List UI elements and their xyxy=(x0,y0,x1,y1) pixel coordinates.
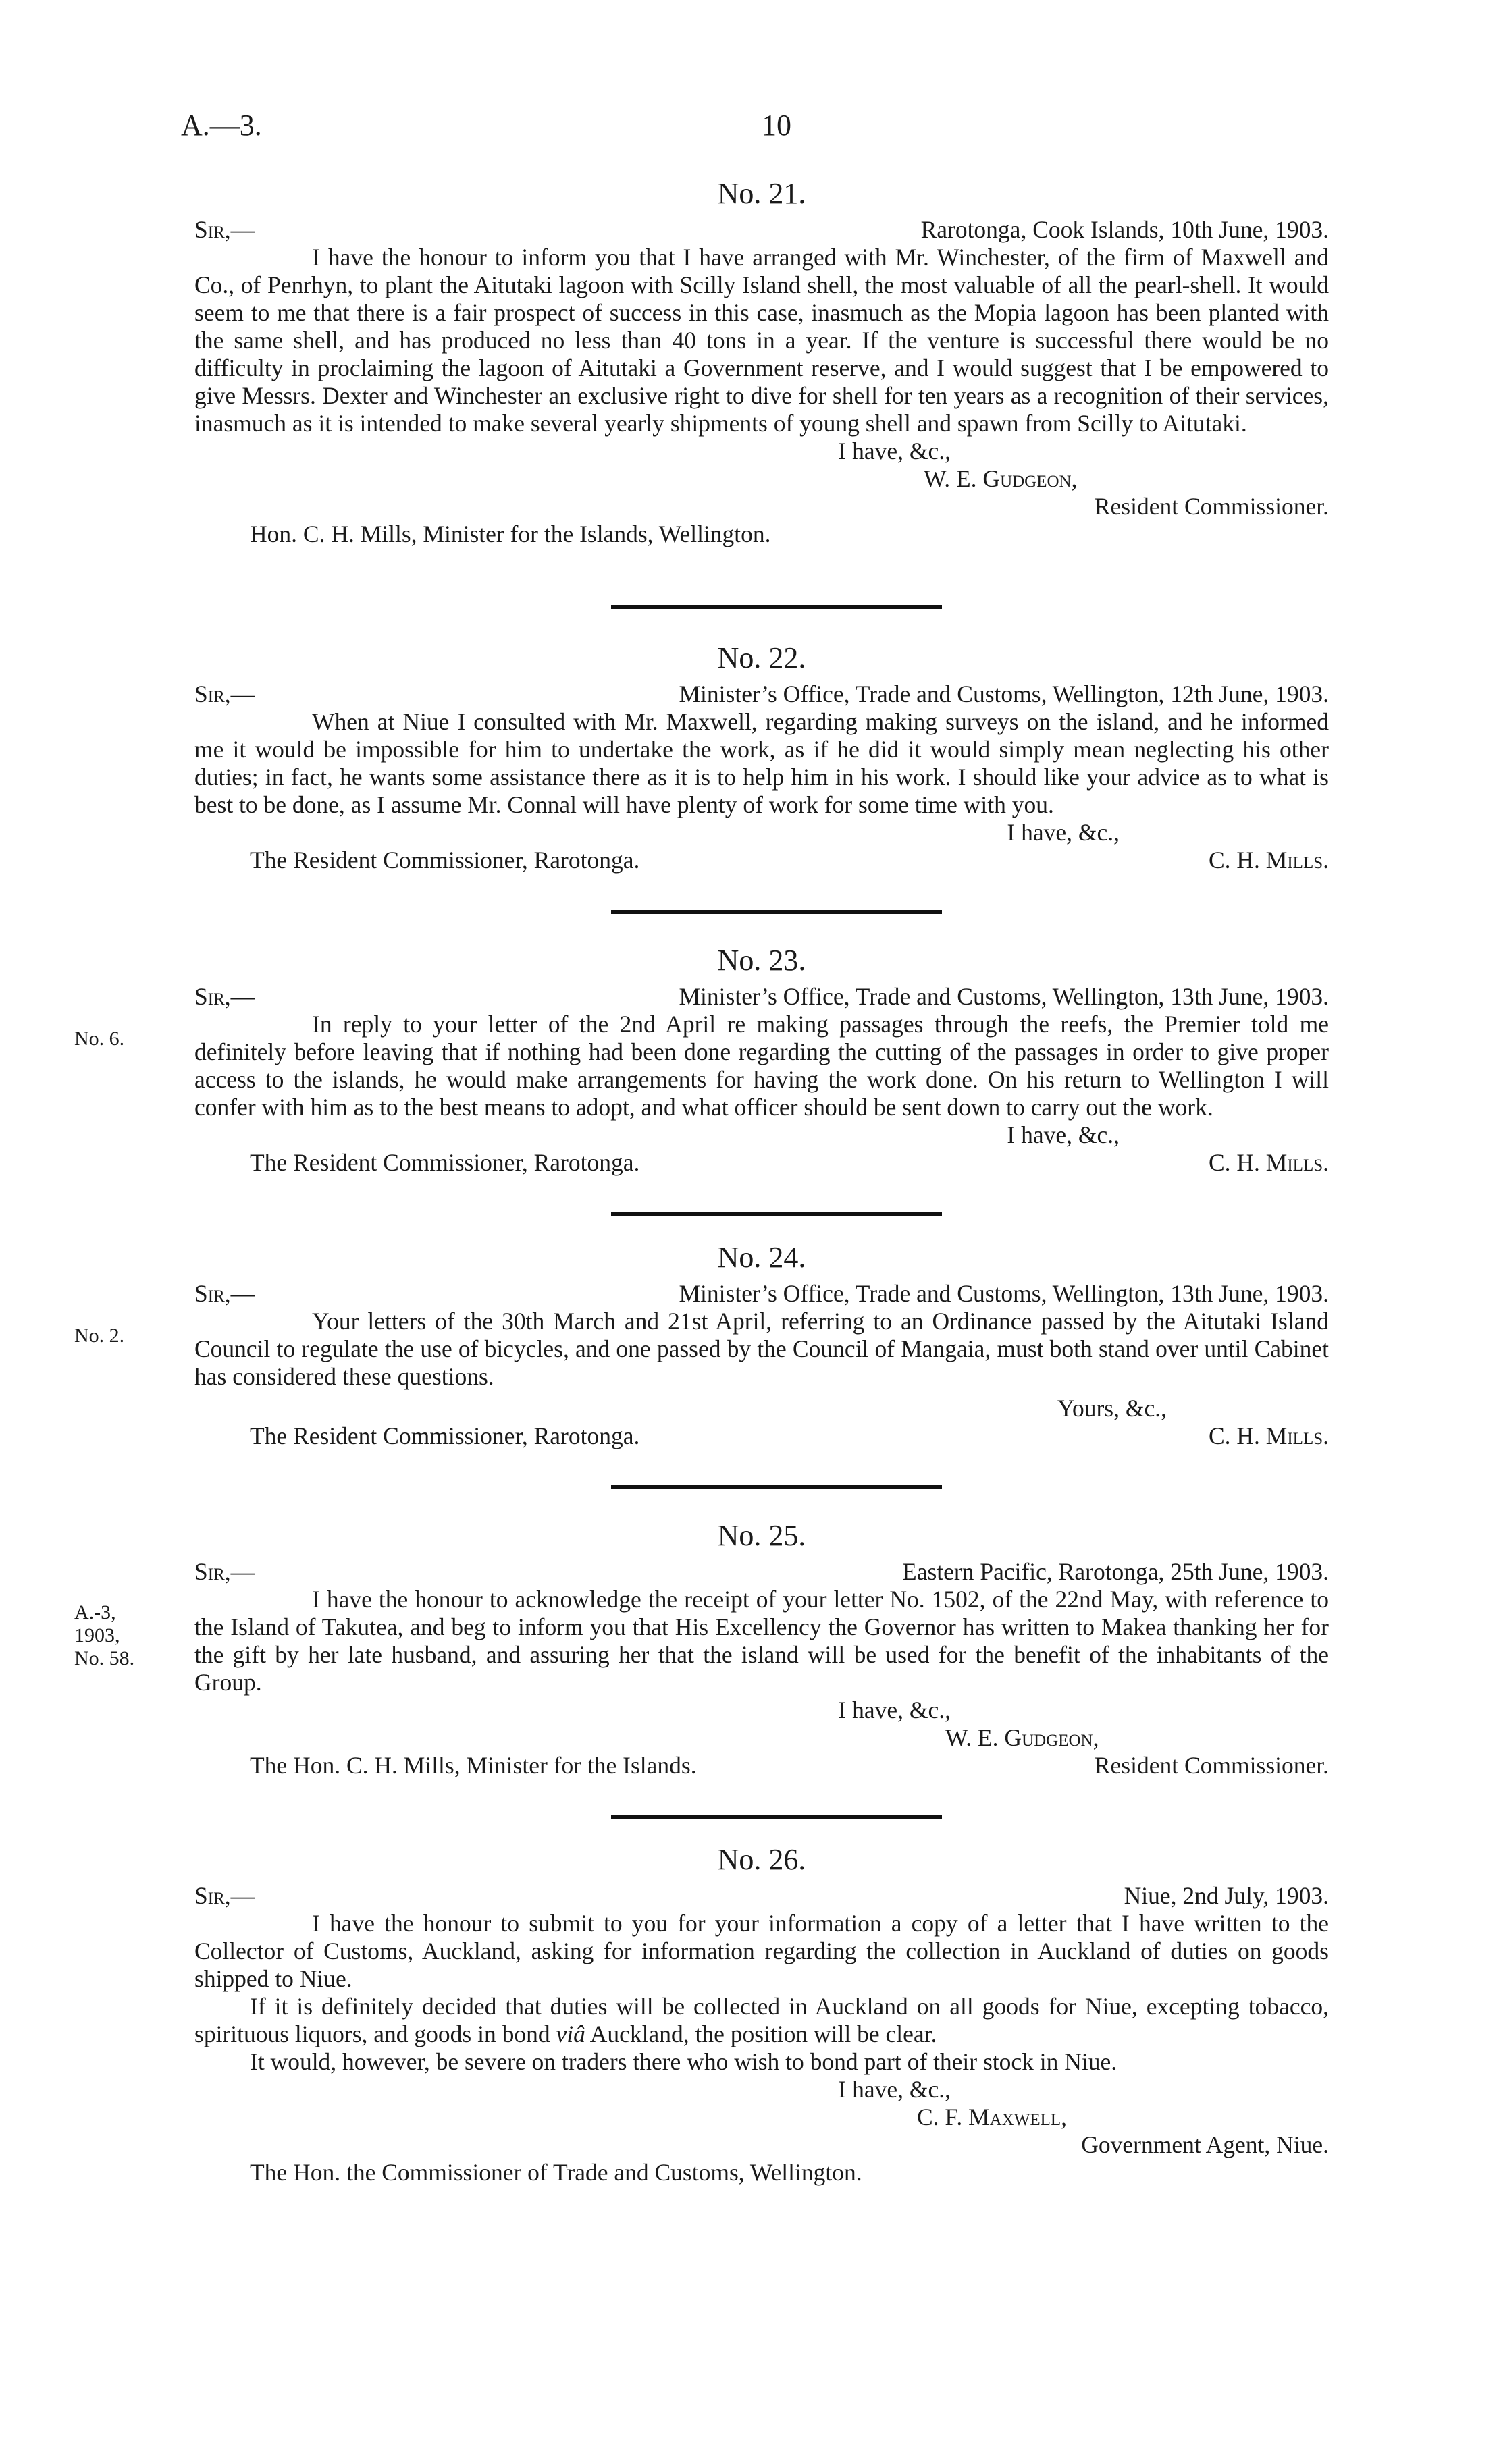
letter-body: When at Niue I consulted with Mr. Maxwell, regarding making surveys on the island, and he informed me it would be impossible for him to undertake the work, as if he did it would simply mean neglecting his other duties; in fact, he wants some assistance there as it is to help him in his work. I should like your advice as to what is best to be done, as I assume Mr. Connal will have plenty of work for some time with you. xyxy=(194,708,1329,818)
letter-number: No. 24. xyxy=(717,1241,806,1274)
letter-23 xyxy=(194,944,1329,1177)
letter-body: I have the honour to acknowledge the receipt of your letter No. 1502, of the 22nd May, with reference to the Island of Takutea, and beg to inform you that His Excellency the Governor has written to Makea thanking her for the gift by her late husband, and assuring her that the island will be used for the benefit of the inhabitants of the Group. xyxy=(194,1586,1329,1696)
page-number: 10 xyxy=(762,109,791,142)
closing: I have, &c., xyxy=(1007,819,1120,846)
closing: Yours, &c., xyxy=(1057,1395,1167,1422)
addressee: The Hon. C. H. Mills, Minister for the Islands. xyxy=(250,1752,697,1779)
letter-body: In reply to your letter of the 2nd April re making passages through the reefs, the Premier told me definitely before leaving that if nothing had been done regarding the cutting of the passages in order to give proper access to the islands, he would make arrangements for having the work done. On his return to Wellington I will confer with him as to the best means to adopt, and what officer should be sent down to carry out the work. xyxy=(194,1011,1329,1121)
signer: C. H. Mills. xyxy=(1208,847,1329,874)
addressee: The Resident Commissioner, Rarotonga. xyxy=(250,1149,640,1176)
section-divider xyxy=(611,910,942,914)
dateline xyxy=(194,983,1329,1011)
place-date: Eastern Pacific, Rarotonga, 25th June, 1903. xyxy=(902,1558,1329,1585)
dateline xyxy=(194,216,1329,244)
margin-note-24: No. 2. xyxy=(74,1324,125,1347)
signer: C. H. Mills. xyxy=(1208,1422,1329,1449)
letter-body: I have the honour to inform you that I have arranged with Mr. Winchester, of the firm of Maxwell and Co., of Penrhyn, to plant the Aitutaki lagoon with Scilly Island shell, the most valuable of all the pearl-shell. It would seem to me that there is a fair prospect of success in this case, inasmuch as the Mopia lagoon has been planted with the same shell, and has produced no less than 40 tons in a year. If the venture is successful there would be no difficulty in proclaiming the lagoon of Aitutaki a Government reserve, and I would suggest that I be empowered to give Messrs. Dexter and Winchester an exclusive right to dive for shell for ten years as a recognition of their services, inasmuch as it is intended to make several yearly shipments of young shell and spawn from Scilly to Aitutaki. xyxy=(194,244,1329,437)
closing: I have, &c., xyxy=(838,1696,951,1723)
letter-body-paragraph-1: I have the honour to submit to you for your information a copy of a letter that I have written to the Collector of Customs, Auckland, asking for information regarding the collection in Auckland of duties on goods shipped to Niue. xyxy=(194,1910,1329,1992)
letter-body-paragraph-2 xyxy=(194,1993,1329,2048)
signer-title: Resident Commissioner. xyxy=(1094,1752,1329,1779)
addressee-signer-row xyxy=(194,1422,1329,1450)
salutation: Sir,— xyxy=(194,1280,255,1307)
letter-number: No. 22. xyxy=(717,641,806,674)
margin-note-23: No. 6. xyxy=(74,1027,125,1050)
section-divider xyxy=(611,1815,942,1819)
addressee: The Resident Commissioner, Rarotonga. xyxy=(250,847,640,874)
letter-24 xyxy=(194,1241,1329,1450)
place-date: Minister’s Office, Trade and Customs, Wellington, 12th June, 1903. xyxy=(679,680,1329,707)
via-italic: viâ xyxy=(556,2020,585,2047)
section-divider xyxy=(611,605,942,609)
letter-body: Your letters of the 30th March and 21st April, referring to an Ordinance passed by the Aitutaki Island Council to regulate the use of bicycles, and one passed by the Council of Mangaia, must both stand over until Cabinet has considered these questions. xyxy=(194,1308,1329,1390)
dateline xyxy=(194,1280,1329,1308)
signer: W. E. Gudgeon, xyxy=(924,465,1078,492)
salutation: Sir,— xyxy=(194,680,255,707)
letter-26 xyxy=(194,1843,1329,2187)
salutation: Sir,— xyxy=(194,1882,255,1909)
salutation: Sir,— xyxy=(194,983,255,1010)
letter-21 xyxy=(194,177,1329,548)
addressee-signer-row xyxy=(194,1149,1329,1177)
letter-number: No. 23. xyxy=(717,944,806,977)
letter-22 xyxy=(194,641,1329,874)
addressee-title-row xyxy=(194,1752,1329,1779)
salutation: Sir,— xyxy=(194,1558,255,1585)
letter-number: No. 25. xyxy=(717,1519,806,1552)
place-date: Minister’s Office, Trade and Customs, Wellington, 13th June, 1903. xyxy=(679,983,1329,1010)
letter-number: No. 26. xyxy=(717,1843,806,1876)
closing: I have, &c., xyxy=(838,2076,951,2103)
signer-title: Resident Commissioner. xyxy=(1094,493,1329,520)
signer: C. H. Mills. xyxy=(1208,1149,1329,1176)
addressee: Hon. C. H. Mills, Minister for the Islands, Wellington. xyxy=(250,520,771,547)
letter-25 xyxy=(194,1519,1329,1779)
signer: C. F. Maxwell, xyxy=(917,2104,1068,2131)
dateline xyxy=(194,1558,1329,1586)
salutation: Sir,— xyxy=(194,216,255,243)
signer-title: Government Agent, Niue. xyxy=(1081,2131,1329,2158)
closing: I have, &c., xyxy=(838,437,951,464)
dateline xyxy=(194,1882,1329,1910)
letter-number: No. 21. xyxy=(717,177,806,210)
addressee: The Resident Commissioner, Rarotonga. xyxy=(250,1422,640,1449)
paragraph-2-start: If it is definitely decided that duties will be collected in Auckland on all goods for Niue, excepting tobacco, spirituous liquors, and goods in bond xyxy=(194,1993,1329,2047)
letter-body-paragraph-3: It would, however, be severe on traders there who wish to bond part of their stock in Niue. xyxy=(250,2048,1117,2075)
addressee-signer-row xyxy=(194,847,1329,874)
closing: I have, &c., xyxy=(1007,1121,1120,1148)
place-date: Niue, 2nd July, 1903. xyxy=(1124,1882,1329,1909)
place-date: Rarotonga, Cook Islands, 10th June, 1903. xyxy=(920,216,1329,243)
margin-note-25: A.-3, 1903, No. 58. xyxy=(74,1601,135,1669)
signer: W. E. Gudgeon, xyxy=(945,1724,1099,1751)
paragraph-2-end: Auckland, the position will be clear. xyxy=(585,2020,937,2047)
document-reference: A.—3. xyxy=(181,109,262,142)
dateline xyxy=(194,680,1329,708)
place-date: Minister’s Office, Trade and Customs, Wellington, 13th June, 1903. xyxy=(679,1280,1329,1307)
addressee: The Hon. the Commissioner of Trade and Customs, Wellington. xyxy=(250,2159,862,2186)
section-divider xyxy=(611,1485,942,1489)
section-divider xyxy=(611,1212,942,1216)
